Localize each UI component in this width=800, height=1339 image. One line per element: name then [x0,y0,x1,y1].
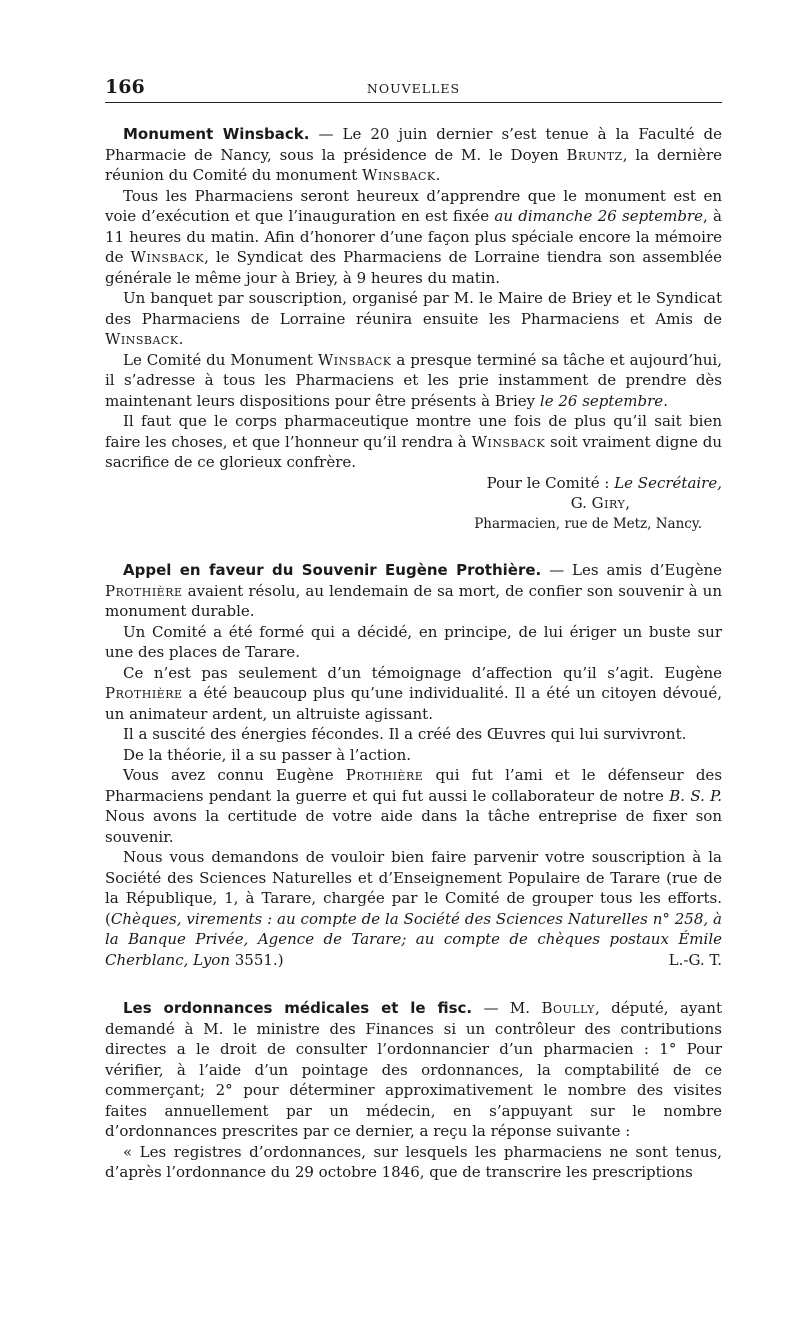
signature-address: Pharmacien, rue de Metz, Nancy. [474,515,702,532]
section-heading: Appel en faveur du Souvenir Eugène Prothière. [123,561,542,579]
text: G. [570,494,592,512]
section-monument-winsback [105,124,722,534]
text: , la dernière réunion du Comité du monument [105,145,723,184]
emphasis: Chèques, virements : au compte de la Société des Sciences Naturelles n° 258, à la Banque Privée, Agence de Tarare; au compte de chèques postaux Émile Cherblanc, Lyon [105,909,722,969]
text: Vous avez connu Eugène [123,766,346,784]
person-name: Winsback [362,166,436,184]
text: a été beaucoup plus qu’une individualité. Il a été un citoyen dévoué, un animateur ardent, un altruiste agissant. [105,684,722,723]
emphasis: B. S. P. [669,786,722,805]
paragraph: De la théorie, il a su passer à l’action. [123,745,412,764]
paragraph: « Les registres d’ordonnances, sur lesquels les pharmaciens ne sont tenus, d’après l’ordonnance du 29 octobre 1846, que de transcrire les prescriptions [105,1142,722,1181]
paragraph [105,847,722,970]
paragraph [105,765,722,847]
person-name: Bruntz [566,145,623,164]
text: , [625,494,630,512]
emphasis: le 26 septembre [539,391,664,410]
section-spacer [105,534,722,560]
text: Nous avons la certitude de votre aide dans la tâche entreprise de fixer son souvenir. [105,807,722,846]
text: , député, ayant demandé à M. le ministre des Finances si un contrôleur des contributions directes a le droit de consulter l’ordonnancier d’un pharmacien : 1° Pour vérifier, à l’aide d’un pointage des ordonnances, la comptabilité de ce commerçant; 2° pour déterminer approximativement le nombre des visites faites annuellement par un médecin, en s’appuyant sur le nombre d’ordonnances prescrites par ce dernier, a reçu la réponse suivante : [105,999,722,1140]
text: — M. [472,999,542,1017]
section-heading: Monument Winsback. [123,125,310,143]
page-number: 166 [105,76,145,98]
person-name: Prothière [105,684,183,702]
emphasis: Le Secrétaire, [614,473,722,492]
person-name: Giry [591,494,626,512]
person-name: Prothière [345,766,424,784]
article-body [105,124,722,1183]
text: — Le 20 juin dernier s’est tenue à la Faculté de Pharmacie de Nancy, sous la présidence de M. le Doyen [105,125,723,164]
text: . [178,330,184,348]
paragraph [105,186,722,289]
text: avaient résolu, au lendemain de sa mort, de confier son souvenir à un monument durable. [105,581,722,620]
paragraph [105,998,722,1142]
page-header [105,76,722,103]
section-ordonnances-fisc [105,998,722,1183]
text: , le Syndicat des Pharmaciens de Lorraine tiendra son assemblée générale le même jour à Briey, à 9 heures du matin. [105,248,722,287]
text: Un banquet par souscription, organisé par M. le Maire de Briey et le Syndicat des Pharmaciens de Lorraine réunira ensuite les Pharmaciens et Amis de [105,289,722,328]
paragraph [105,560,722,622]
text: . [663,391,668,410]
text: Tous les Pharmaciens seront heureux d’apprendre que le monument est en voie d’exécution et que l’inauguration en est fixée [105,186,722,225]
person-name: Winsback [105,330,179,348]
text: — Les amis d’Eugène [541,561,722,579]
signature-block [105,473,722,535]
paragraph: Il a suscité des énergies fécondes. Il a créé des Œuvres qui lui survivront. [123,725,687,743]
signature-name [105,493,722,514]
signature-line [105,473,722,494]
person-name: Prothière [105,581,183,600]
text: Pour le Comité : [486,473,615,492]
paragraph [105,350,722,412]
text: Le Comité du Monument [123,350,318,369]
person-name: Boully [541,999,595,1017]
person-name: Winsback [317,350,392,369]
paragraph [105,288,722,350]
section-appel-prothiere [105,560,722,970]
text: Ce n’est pas seulement d’un témoignage d’affection qu’il s’agit. Eugène [123,663,722,682]
text: . [435,166,441,184]
section-spacer [105,970,722,998]
text: 3551.) [230,950,284,969]
text: Nous vous demandons de vouloir bien faire parvenir votre souscription à la Société des Sciences Naturelles et d’Enseignement Populaire de Tarare (rue de la République, 1, à Tarare, chargée par le Comité de grouper tous les efforts. ( [105,848,722,928]
paragraph: Un Comité a été formé qui a décidé, en principe, de lui ériger un buste sur une des places de Tarare. [105,622,722,661]
text: a presque terminé sa tâche et aujourd’hui, il s’adresse à tous les Pharmaciens et les prie instamment de prendre dès maintenant leurs dispositions pour être présents à Briey [105,350,722,410]
running-title: NOUVELLES [366,81,461,96]
paragraph [105,411,722,473]
person-name: Winsback [471,432,546,451]
paragraph [105,663,722,725]
paragraph [105,124,722,186]
emphasis: au dimanche 26 septembre [494,207,703,225]
text: , à 11 heures du matin. Afin d’honorer d’une façon plus spéciale encore la mémoire de [105,207,722,266]
text: Il faut que le corps pharmaceutique montre une fois de plus qu’il sait bien faire les choses, et que l’honneur qu’il rendra à [105,412,722,451]
author-initials: L.-G. T. [668,950,722,969]
page [105,76,722,1183]
section-heading: Les ordonnances médicales et le fisc. [123,999,473,1017]
person-name: Winsback [130,248,205,266]
text: soit vraiment digne du sacrifice de ce glorieux confrère. [105,432,722,471]
text: qui fut l’ami et le défenseur des Pharmaciens pendant la guerre et qui fut aussi le collaborateur de notre [105,766,723,805]
